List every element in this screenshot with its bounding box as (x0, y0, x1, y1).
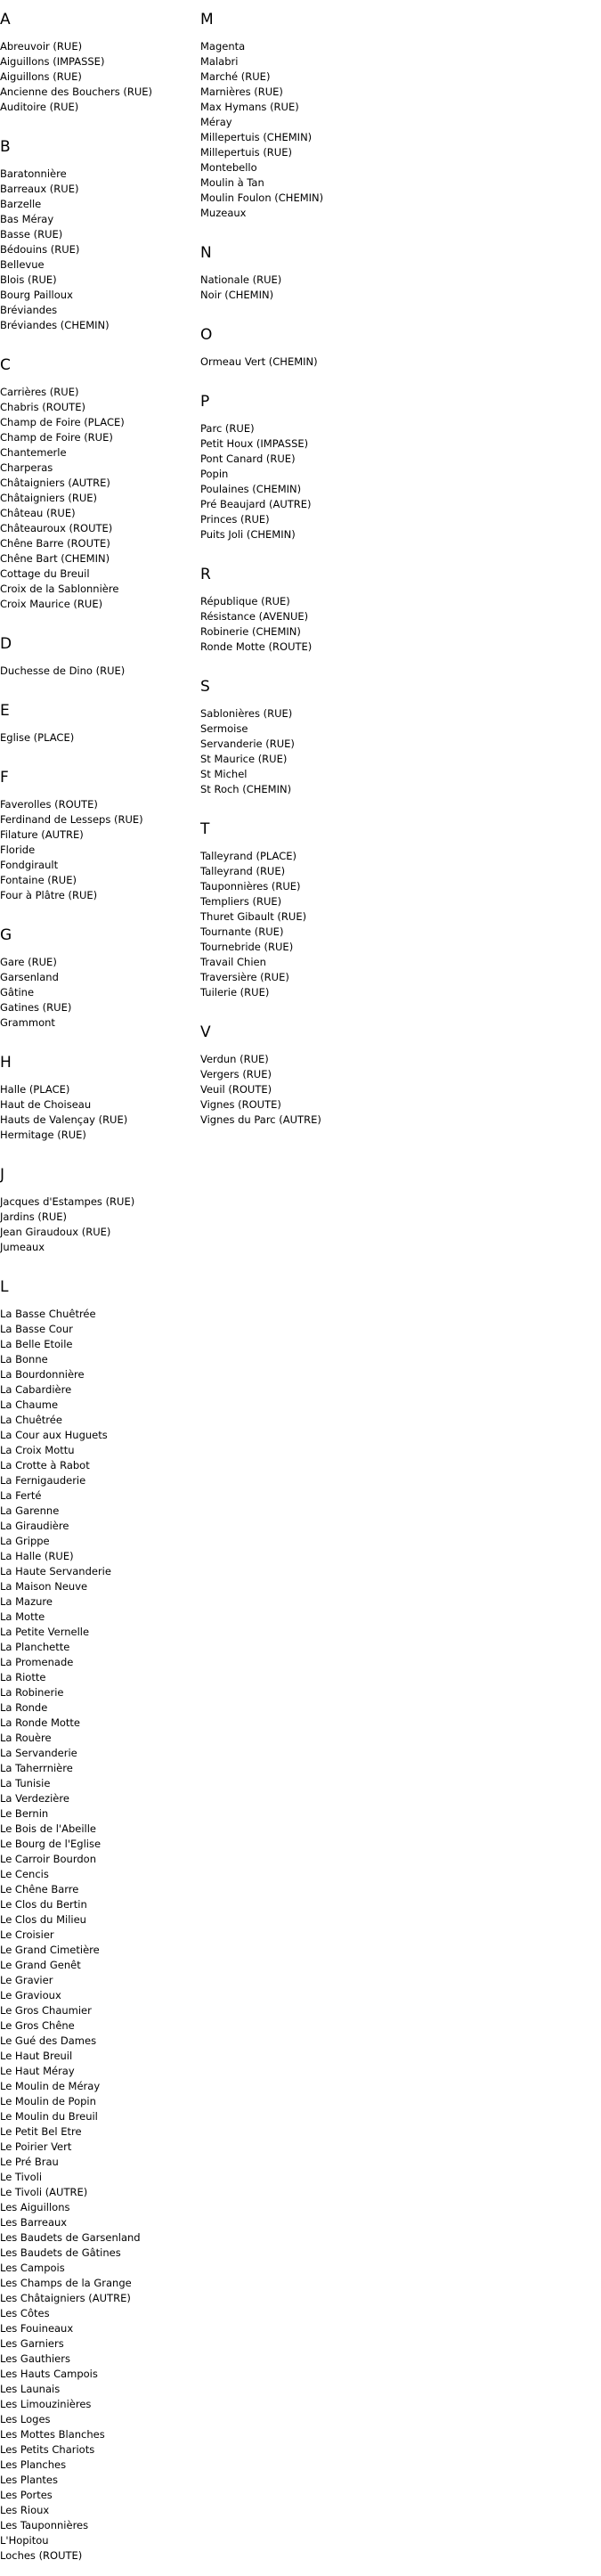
street-link-la-halle-rue[interactable]: La Halle (RUE) (0, 1550, 74, 1562)
street-link-marnieres-rue[interactable]: Marnières (RUE) (200, 86, 283, 98)
street-link-st-michel[interactable]: St Michel (200, 768, 248, 780)
street-link-croix-de-la-sablonniere[interactable]: Croix de la Sablonnière (0, 583, 119, 595)
street-link-grammont[interactable]: Grammont (0, 1016, 55, 1029)
street-link-la-croix-mottu[interactable]: La Croix Mottu (0, 1444, 75, 1456)
letter-heading: J (0, 1166, 5, 1184)
street-list (0, 1307, 196, 2564)
letter-section-e (0, 702, 196, 758)
street-list (0, 1082, 196, 1143)
street-link-haut-de-choiseau[interactable]: Haut de Choiseau (0, 1098, 92, 1111)
street-link-princes-rue[interactable]: Princes (RUE) (200, 513, 270, 526)
street-link-garsenland[interactable]: Garsenland (0, 971, 59, 983)
street-link-le-pre-brau[interactable]: Le Pré Brau (0, 2156, 59, 2168)
street-link-la-tunisie[interactable]: La Tunisie (0, 1777, 51, 1789)
street-link-baratonniere[interactable]: Baratonnière (0, 167, 67, 180)
letter-section-h (0, 1054, 196, 1155)
street-link-champ-de-foire-place[interactable]: Champ de Foire (PLACE) (0, 416, 125, 428)
street-link-le-clos-du-milieu[interactable]: Le Clos du Milieu (0, 1913, 86, 1926)
street-link-le-tivoli[interactable]: Le Tivoli (0, 2171, 43, 2183)
street-link-la-robinerie[interactable]: La Robinerie (0, 1686, 64, 1699)
street-link-les-aiguillons[interactable]: Les Aiguillons (0, 2201, 70, 2213)
street-link-la-ronde[interactable]: La Ronde (0, 1701, 48, 1714)
street-link-tauponnieres-rue[interactable]: Tauponnières (RUE) (200, 880, 301, 893)
street-link-la-servanderie[interactable]: La Servanderie (0, 1747, 77, 1759)
street-link-la-chaume[interactable]: La Chaume (0, 1398, 59, 1411)
letter-heading: E (0, 702, 10, 720)
street-link-le-cencis[interactable]: Le Cencis (0, 1868, 49, 1880)
street-link-breviandes-chemin[interactable]: Bréviandes (CHEMIN) (0, 319, 110, 331)
letter-section-t (200, 820, 423, 1013)
street-link-gatine[interactable]: Gâtine (0, 986, 35, 999)
street-link-servanderie-rue[interactable]: Servanderie (RUE) (200, 738, 295, 750)
street-link-le-petit-bel-etre[interactable]: Le Petit Bel Etre (0, 2125, 82, 2138)
street-link-les-rioux[interactable]: Les Rioux (0, 2504, 50, 2516)
street-link-barreaux-rue[interactable]: Barreaux (RUE) (0, 183, 79, 195)
letter-heading: H (0, 1054, 12, 1072)
street-link-carrieres-rue[interactable]: Carrières (RUE) (0, 386, 79, 398)
street-link-marche-rue[interactable]: Marché (RUE) (200, 70, 271, 83)
street-link-verdun-rue[interactable]: Verdun (RUE) (200, 1053, 269, 1065)
street-link-tuilerie-rue[interactable]: Tuilerie (RUE) (200, 986, 270, 999)
street-link-bellevue[interactable]: Bellevue (0, 258, 45, 271)
street-link-jean-giraudoux-rue[interactable]: Jean Giraudoux (RUE) (0, 1226, 111, 1238)
street-link-les-baudets-de-garsenland[interactable]: Les Baudets de Garsenland (0, 2231, 141, 2244)
street-link-le-moulin-de-meray[interactable]: Le Moulin de Méray (0, 2080, 101, 2092)
street-link-les-planches[interactable]: Les Planches (0, 2458, 67, 2471)
street-link-le-haut-breuil[interactable]: Le Haut Breuil (0, 2050, 73, 2062)
street-link-tournante-rue[interactable]: Tournante (RUE) (200, 925, 284, 938)
street-link-la-fernigauderie[interactable]: La Fernigauderie (0, 1474, 86, 1487)
street-link-veuil-route[interactable]: Veuil (ROUTE) (200, 1083, 272, 1096)
street-link-muzeaux[interactable]: Muzeaux (200, 207, 247, 219)
street-link-le-grand-cimetiere[interactable]: Le Grand Cimetière (0, 1944, 100, 1956)
street-link-la-giraudiere[interactable]: La Giraudière (0, 1520, 69, 1532)
street-link-la-haute-servanderie[interactable]: La Haute Servanderie (0, 1565, 111, 1577)
letter-section-d (0, 635, 196, 691)
letter-heading: O (200, 326, 213, 344)
street-link-la-motte[interactable]: La Motte (0, 1610, 45, 1623)
street-link-la-cour-aux-huguets[interactable]: La Cour aux Huguets (0, 1429, 108, 1441)
street-link-la-ronde-motte[interactable]: La Ronde Motte (0, 1716, 80, 1729)
street-link-le-gros-chene[interactable]: Le Gros Chêne (0, 2019, 75, 2032)
street-link-l-hopitou[interactable]: L'Hopitou (0, 2534, 49, 2547)
street-link-max-hymans-rue[interactable]: Max Hymans (RUE) (200, 101, 299, 113)
street-link-traversiere-rue[interactable]: Traversière (RUE) (200, 971, 289, 983)
street-link-jardins-rue[interactable]: Jardins (RUE) (0, 1211, 68, 1223)
street-link-noir-chemin[interactable]: Noir (CHEMIN) (200, 289, 274, 301)
street-list (200, 355, 423, 370)
street-link-le-croisier[interactable]: Le Croisier (0, 1928, 54, 1941)
letter-heading: S (200, 678, 210, 696)
street-link-le-haut-meray[interactable]: Le Haut Méray (0, 2065, 75, 2077)
street-link-basse-rue[interactable]: Basse (RUE) (0, 228, 63, 240)
street-link-fondgirault[interactable]: Fondgirault (0, 859, 59, 871)
street-link-les-chataigniers-autre[interactable]: Les Châtaigniers (AUTRE) (0, 2292, 131, 2304)
street-list (0, 664, 196, 679)
street-link-le-poirier-vert[interactable]: Le Poirier Vert (0, 2140, 72, 2153)
street-link-chabris-route[interactable]: Chabris (ROUTE) (0, 401, 85, 413)
street-link-les-plantes[interactable]: Les Plantes (0, 2474, 58, 2486)
street-link-ronde-motte-route[interactable]: Ronde Motte (ROUTE) (200, 640, 313, 653)
letter-section-a (0, 11, 196, 127)
street-list (0, 39, 196, 115)
street-link-champ-de-foire-rue[interactable]: Champ de Foire (RUE) (0, 431, 113, 444)
street-link-le-moulin-du-breuil[interactable]: Le Moulin du Breuil (0, 2110, 98, 2123)
letter-section-b (0, 138, 196, 346)
street-link-floride[interactable]: Floride (0, 844, 36, 856)
street-link-les-hauts-campois[interactable]: Les Hauts Campois (0, 2368, 98, 2380)
street-link-gare-rue[interactable]: Gare (RUE) (0, 956, 57, 968)
street-link-ferdinand-de-lesseps-rue[interactable]: Ferdinand de Lesseps (RUE) (0, 813, 143, 826)
street-link-la-bourdonniere[interactable]: La Bourdonnière (0, 1368, 85, 1381)
street-link-la-rouere[interactable]: La Rouère (0, 1732, 52, 1744)
street-link-chene-bart-chemin[interactable]: Chêne Bart (CHEMIN) (0, 552, 110, 565)
street-link-templiers-rue[interactable]: Templiers (RUE) (200, 895, 282, 908)
street-link-le-gravioux[interactable]: Le Gravioux (0, 1989, 61, 2001)
street-link-le-gue-des-dames[interactable]: Le Gué des Dames (0, 2034, 97, 2047)
street-link-le-gros-chaumier[interactable]: Le Gros Chaumier (0, 2004, 92, 2017)
street-list (200, 1052, 423, 1128)
letter-section-f (0, 769, 196, 916)
street-link-st-maurice-rue[interactable]: St Maurice (RUE) (200, 753, 288, 765)
street-link-les-tauponnieres[interactable]: Les Tauponnières (0, 2519, 89, 2531)
street-list (200, 706, 423, 797)
street-link-st-roch-chemin[interactable]: St Roch (CHEMIN) (200, 783, 292, 795)
street-link-chantemerle[interactable]: Chantemerle (0, 446, 67, 459)
street-link-la-crotte-a-rabot[interactable]: La Crotte à Rabot (0, 1459, 90, 1471)
street-link-tournebride-rue[interactable]: Tournebride (RUE) (200, 941, 294, 953)
street-link-le-bois-de-l-abeille[interactable]: Le Bois de l'Abeille (0, 1822, 96, 1835)
street-link-la-verdeziere[interactable]: La Verdezière (0, 1792, 69, 1805)
street-list (0, 797, 196, 903)
street-link-les-portes[interactable]: Les Portes (0, 2489, 53, 2501)
street-link-hermitage-rue[interactable]: Hermitage (RUE) (0, 1129, 86, 1141)
street-link-ancienne-des-bouchers-rue[interactable]: Ancienne des Bouchers (RUE) (0, 86, 153, 98)
street-link-le-chene-barre[interactable]: Le Chêne Barre (0, 1883, 79, 1895)
street-link-le-moulin-de-popin[interactable]: Le Moulin de Popin (0, 2095, 96, 2107)
letter-section-m (200, 11, 423, 233)
street-link-moulin-foulon-chemin[interactable]: Moulin Foulon (CHEMIN) (200, 192, 324, 204)
street-link-vignes-du-parc-autre[interactable]: Vignes du Parc (AUTRE) (200, 1113, 321, 1126)
street-link-la-chuetree[interactable]: La Chuêtrée (0, 1414, 62, 1426)
street-link-la-promenade[interactable]: La Promenade (0, 1656, 74, 1668)
street-link-magenta[interactable]: Magenta (200, 40, 246, 53)
street-link-blois-rue[interactable]: Blois (RUE) (0, 273, 57, 286)
street-link-le-bernin[interactable]: Le Bernin (0, 1807, 49, 1820)
letter-heading: T (200, 820, 210, 838)
letter-section-s (200, 678, 423, 810)
letter-section-c (0, 356, 196, 624)
street-link-chataigniers-rue[interactable]: Châtaigniers (RUE) (0, 492, 97, 504)
street-link-aiguillons-impasse[interactable]: Aiguillons (IMPASSE) (0, 55, 105, 68)
letter-heading: B (0, 138, 11, 156)
street-list (0, 955, 196, 1031)
street-link-filature-autre[interactable]: Filature (AUTRE) (0, 828, 84, 841)
street-link-duchesse-de-dino-rue[interactable]: Duchesse de Dino (RUE) (0, 664, 126, 677)
street-link-la-taherrniere[interactable]: La Taherrnière (0, 1762, 73, 1774)
street-link-pre-beaujard-autre[interactable]: Pré Beaujard (AUTRE) (200, 498, 312, 510)
street-link-popin[interactable]: Popin (200, 468, 229, 480)
street-link-ormeau-vert-chemin[interactable]: Ormeau Vert (CHEMIN) (200, 355, 318, 368)
street-link-les-fouineaux[interactable]: Les Fouineaux (0, 2322, 74, 2335)
letter-heading: P (200, 393, 210, 411)
letter-section-v (200, 1023, 423, 1140)
street-link-republique-rue[interactable]: République (RUE) (200, 595, 290, 607)
street-link-les-limouzinieres[interactable]: Les Limouzinières (0, 2398, 92, 2410)
letter-heading: R (200, 566, 211, 583)
street-link-la-petite-vernelle[interactable]: La Petite Vernelle (0, 1626, 90, 1638)
street-link-barzelle[interactable]: Barzelle (0, 198, 42, 210)
letter-section-l (0, 1278, 196, 2576)
street-list (200, 39, 423, 221)
street-link-jumeaux[interactable]: Jumeaux (0, 1241, 45, 1253)
street-list (200, 273, 423, 303)
letter-heading: F (0, 769, 9, 787)
street-link-la-cabardiere[interactable]: La Cabardière (0, 1383, 72, 1396)
street-link-croix-maurice-rue[interactable]: Croix Maurice (RUE) (0, 598, 103, 610)
street-link-la-ferte[interactable]: La Ferté (0, 1489, 42, 1502)
letter-heading: M (200, 11, 214, 29)
street-list (200, 849, 423, 1000)
street-link-robinerie-chemin[interactable]: Robinerie (CHEMIN) (200, 625, 301, 638)
street-link-talleyrand-rue[interactable]: Talleyrand (RUE) (200, 865, 286, 877)
street-link-le-grand-genet[interactable]: Le Grand Genêt (0, 1959, 81, 1971)
street-link-le-bourg-de-l-eglise[interactable]: Le Bourg de l'Eglise (0, 1838, 102, 1850)
street-index-left-column (0, 0, 196, 2576)
street-list (200, 594, 423, 655)
street-list (0, 1194, 196, 1255)
street-list (0, 730, 196, 746)
street-link-le-clos-du-bertin[interactable]: Le Clos du Bertin (0, 1898, 87, 1911)
street-link-breviandes[interactable]: Bréviandes (0, 304, 58, 316)
street-link-gatines-rue[interactable]: Gatines (RUE) (0, 1001, 72, 1014)
street-link-auditoire-rue[interactable]: Auditoire (RUE) (0, 101, 79, 113)
street-link-charperas[interactable]: Charperas (0, 461, 53, 474)
street-link-les-mottes-blanches[interactable]: Les Mottes Blanches (0, 2428, 105, 2441)
street-link-le-gravier[interactable]: Le Gravier (0, 1974, 53, 1986)
street-link-les-cotes[interactable]: Les Côtes (0, 2307, 50, 2319)
street-link-sermoise[interactable]: Sermoise (200, 722, 248, 735)
street-link-loches-route[interactable]: Loches (ROUTE) (0, 2549, 83, 2562)
street-link-la-basse-chuetree[interactable]: La Basse Chuêtrée (0, 1308, 96, 1320)
letter-section-p (200, 393, 423, 555)
letter-section-g (0, 926, 196, 1043)
street-link-cottage-du-breuil[interactable]: Cottage du Breuil (0, 567, 90, 580)
street-link-eglise-place[interactable]: Eglise (PLACE) (0, 731, 75, 744)
street-link-la-planchette[interactable]: La Planchette (0, 1641, 70, 1653)
street-link-la-basse-cour[interactable]: La Basse Cour (0, 1323, 73, 1335)
letter-heading: A (0, 11, 11, 29)
street-link-faverolles-route[interactable]: Faverolles (ROUTE) (0, 798, 98, 811)
street-list (200, 421, 423, 542)
street-link-travail-chien[interactable]: Travail Chien (200, 956, 266, 968)
street-list (0, 167, 196, 333)
street-link-la-garenne[interactable]: La Garenne (0, 1504, 60, 1517)
street-link-le-carroir-bourdon[interactable]: Le Carroir Bourdon (0, 1853, 96, 1865)
street-list (0, 385, 196, 612)
street-link-aiguillons-rue[interactable]: Aiguillons (RUE) (0, 70, 82, 83)
street-link-la-bonne[interactable]: La Bonne (0, 1353, 48, 1365)
street-link-millepertuis-chemin[interactable]: Millepertuis (CHEMIN) (200, 131, 313, 143)
street-link-bourg-pailloux[interactable]: Bourg Pailloux (0, 289, 73, 301)
street-link-bas-meray[interactable]: Bas Méray (0, 213, 54, 225)
street-link-puits-joli-chemin[interactable]: Puits Joli (CHEMIN) (200, 528, 296, 541)
letter-heading: V (200, 1023, 211, 1041)
street-link-fontaine-rue[interactable]: Fontaine (RUE) (0, 874, 77, 886)
street-link-talleyrand-place[interactable]: Talleyrand (PLACE) (200, 850, 296, 862)
street-link-halle-place[interactable]: Halle (PLACE) (0, 1083, 70, 1096)
street-link-la-riotte[interactable]: La Riotte (0, 1671, 46, 1683)
street-link-sablonieres-rue[interactable]: Sablonières (RUE) (200, 707, 293, 720)
street-link-chene-barre-route[interactable]: Chêne Barre (ROUTE) (0, 537, 110, 550)
street-link-moulin-a-tan[interactable]: Moulin à Tan (200, 176, 264, 189)
street-link-la-grippe[interactable]: La Grippe (0, 1535, 50, 1547)
letter-heading: D (0, 635, 12, 653)
street-link-resistance-avenue[interactable]: Résistance (AVENUE) (200, 610, 309, 623)
street-link-abreuvoir-rue[interactable]: Abreuvoir (RUE) (0, 40, 83, 53)
street-link-vignes-route[interactable]: Vignes (ROUTE) (200, 1098, 281, 1111)
street-link-chateau-rue[interactable]: Château (RUE) (0, 507, 76, 519)
street-link-les-gauthiers[interactable]: Les Gauthiers (0, 2352, 70, 2365)
street-link-millepertuis-rue[interactable]: Millepertuis (RUE) (200, 146, 292, 159)
street-link-la-maison-neuve[interactable]: La Maison Neuve (0, 1580, 88, 1593)
street-link-chataigniers-autre[interactable]: Châtaigniers (AUTRE) (0, 477, 110, 489)
letter-heading: L (0, 1278, 9, 1296)
letter-heading: N (200, 244, 212, 262)
street-link-nationale-rue[interactable]: Nationale (RUE) (200, 273, 282, 286)
street-link-meray[interactable]: Méray (200, 116, 232, 128)
street-link-le-tivoli-autre[interactable]: Le Tivoli (AUTRE) (0, 2186, 88, 2198)
letter-heading: C (0, 356, 11, 374)
letter-section-r (200, 566, 423, 667)
street-link-petit-houx-impasse[interactable]: Petit Houx (IMPASSE) (200, 437, 309, 450)
street-link-chateauroux-route[interactable]: Châteauroux (ROUTE) (0, 522, 113, 534)
street-link-pont-canard-rue[interactable]: Pont Canard (RUE) (200, 452, 296, 465)
street-link-hauts-de-valencay-rue[interactable]: Hauts de Valençay (RUE) (0, 1113, 128, 1126)
street-link-les-barreaux[interactable]: Les Barreaux (0, 2216, 68, 2229)
street-link-bedouins-rue[interactable]: Bédouins (RUE) (0, 243, 80, 256)
street-link-les-champs-de-la-grange[interactable]: Les Champs de la Grange (0, 2277, 132, 2289)
street-link-la-belle-etoile[interactable]: La Belle Etoile (0, 1338, 73, 1350)
street-link-les-campois[interactable]: Les Campois (0, 2262, 65, 2274)
street-link-les-petits-chariots[interactable]: Les Petits Chariots (0, 2443, 95, 2456)
street-link-four-a-platre-rue[interactable]: Four à Plâtre (RUE) (0, 889, 98, 901)
street-link-malabri[interactable]: Malabri (200, 55, 239, 68)
letter-section-o (200, 326, 423, 382)
street-index-right-column (200, 0, 423, 1140)
letter-section-j (0, 1166, 196, 1268)
street-link-parc-rue[interactable]: Parc (RUE) (200, 422, 255, 435)
street-link-les-baudets-de-gatines[interactable]: Les Baudets de Gâtines (0, 2246, 121, 2259)
street-link-thuret-gibault-rue[interactable]: Thuret Gibault (RUE) (200, 910, 307, 923)
street-link-poulaines-chemin[interactable]: Poulaines (CHEMIN) (200, 483, 302, 495)
street-link-les-loges[interactable]: Les Loges (0, 2413, 51, 2425)
street-link-les-garniers[interactable]: Les Garniers (0, 2337, 64, 2350)
street-link-jacques-d-estampes-rue[interactable]: Jacques d'Estampes (RUE) (0, 1195, 135, 1208)
street-link-montebello[interactable]: Montebello (200, 161, 257, 174)
street-link-la-mazure[interactable]: La Mazure (0, 1595, 53, 1608)
letter-heading: G (0, 926, 12, 944)
letter-section-n (200, 244, 423, 315)
street-link-les-launais[interactable]: Les Launais (0, 2383, 61, 2395)
street-link-vergers-rue[interactable]: Vergers (RUE) (200, 1068, 272, 1080)
